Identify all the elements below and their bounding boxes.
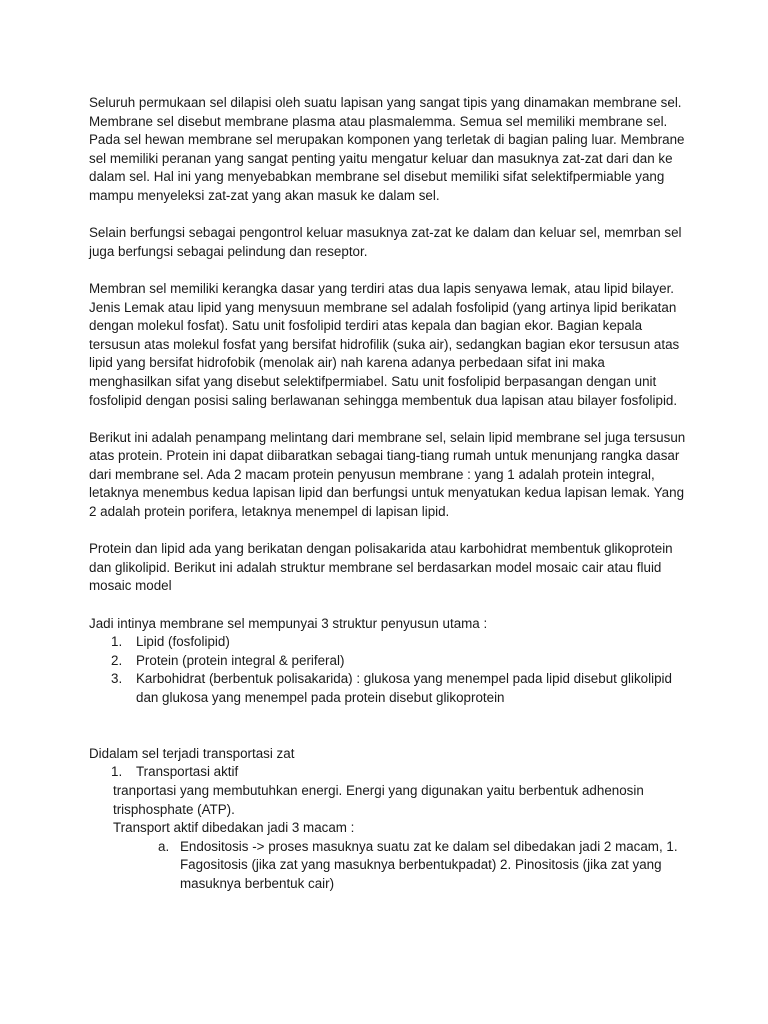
list-text: Karbohidrat (berbentuk polisakarida) : glukosa yang menempel pada lipid disebut glikolipid dan glukosa yang menempel pada protein disebut glikoprotein	[136, 671, 672, 705]
list-number: 1.	[111, 634, 123, 650]
paragraph-glycoprotein: Protein dan lipid ada yang berikatan dengan polisakarida atau karbohidrat membentuk glikoprotein dan glikolipid. Berikut ini adalah struktur membrane sel berdasarkan model mosaic cair atau fluid mosaic model	[89, 541, 673, 594]
paragraph-membrane-protein: Berikut ini adalah penampang melintang dari membrane sel, selain lipid membrane sel juga tersusun atas protein. Protein ini dapat diibaratkan sebagai tiang-tiang rumah untuk menunjang rangka dasar dari membrane sel. Ada 2 macam protein penyusun membrane : yang 1 adalah protein integral, letaknya menembus kedua lapisan lipid dan berfungsi untuk menyatukan kedua lapisan lemak. Yang 2 adalah protein porifera, letaknya menempel di lapisan lipid.	[89, 429, 686, 520]
summary-list	[89, 633, 689, 707]
list-number: 3.	[111, 671, 123, 687]
transport-item-title: Transportasi aktif	[136, 764, 239, 780]
list-number: 1.	[111, 764, 123, 780]
subitem-text: Endositosis -> proses masuknya suatu zat ke dalam sel dibedakan jadi 2 macam, 1. Fagositosis (jika zat yang masuknya berbentukpadat) 2. Pinositosis (jika zat yang masuknya berbentuk cair)	[180, 838, 678, 891]
paragraph-lipid-bilayer: Membran sel memiliki kerangka dasar yang terdiri atas dua lapis senyawa lemak, atau lipid bilayer. Jenis Lemak atau lipid yang menysuun membrane sel adalah fosfolipid (yang artinya lipid berikatan dengan molekul fosfat). Satu unit fosfolipid terdiri atas kepala dan bagian ekor. Bagian kepala tersusun atas molekul fosfat yang bersifat hidrofilik (suka air), sedangkan bagian ekor tersusun atas lipid yang bersifat hidrofobik (menolak air) nah karena adanya perbedaan sifat ini maka menghasilkan sifat yang disebut selektifpermiabel. Satu unit fosfolipid berpasangan dengan unit fosfolipid dengan posisi saling berlawanan sehingga membentuk dua lapisan atau bilayer fosfolipid.	[89, 280, 680, 408]
transport-item-active	[89, 763, 689, 782]
list-item	[89, 633, 689, 652]
list-item	[89, 670, 689, 707]
summary-intro: Jadi intinya membrane sel mempunyai 3 struktur penyusun utama :	[89, 615, 488, 631]
paragraph-membrane-intro: Seluruh permukaan sel dilapisi oleh suatu lapisan yang sangat tipis yang dinamakan membrane sel. Membrane sel disebut membrane plasma atau plasmalemma. Semua sel memiliki membrane sel. Pada sel hewan membrane sel merupakan komponen yang terletak di bagian paling luar. Membrane sel memiliki peranan yang sangat penting yaitu mengatur keluar dan masuknya zat-zat dari dan ke dalam sel. Hal ini yang menyebabkan membrane sel disebut memiliki sifat selektifpermiable yang mampu menyeleksi zat-zat yang akan masuk ke dalam sel.	[89, 95, 685, 203]
list-text: Protein (protein integral & periferal)	[136, 652, 345, 668]
transport-intro: Didalam sel terjadi transportasi zat	[89, 745, 295, 761]
transport-active-subheading: Transport aktif dibedakan jadi 3 macam :	[113, 820, 355, 836]
transport-active-description: tranportasi yang membutuhkan energi. Energi yang digunakan yaitu berbentuk adhenosin trisphosphate (ATP).	[113, 782, 644, 817]
list-item	[89, 652, 689, 671]
document-body	[89, 94, 689, 894]
list-letter: a.	[158, 838, 170, 854]
list-text: Lipid (fosfolipid)	[136, 634, 230, 650]
transport-subitem-endositosis	[89, 838, 689, 894]
list-number: 2.	[111, 652, 123, 668]
paragraph-membrane-function: Selain berfungsi sebagai pengontrol keluar masuknya zat-zat ke dalam dan keluar sel, memrban sel juga berfungsi sebagai pelindung dan reseptor.	[89, 225, 682, 259]
